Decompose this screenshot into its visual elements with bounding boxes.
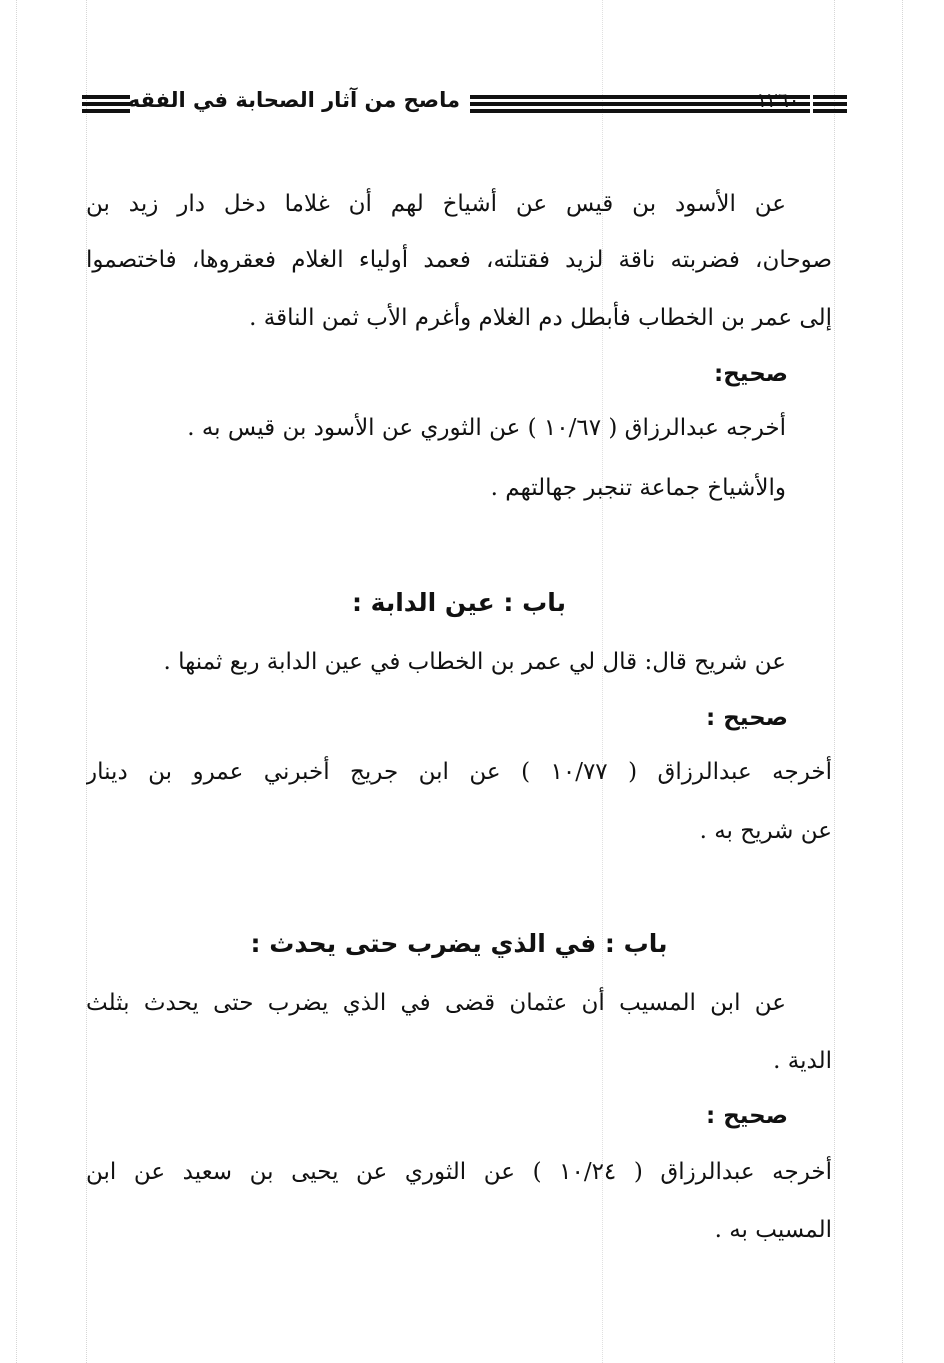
- narration-line: عن شريح قال: قال لي عمر بن الخطاب في عين الدابة ربع ثمنها .: [163, 649, 786, 675]
- page-header: [82, 88, 847, 118]
- header-rule-left: [82, 95, 130, 113]
- verdict-label: صحيح :: [706, 1103, 788, 1129]
- takhrij-line: والأشياخ جماعة تنجبر جهالتهم .: [490, 475, 786, 501]
- verdict-label: صحيح:: [714, 361, 788, 387]
- narration-line: إلى عمر بن الخطاب فأبطل دم الغلام وأغرم الأب ثمن الناقة .: [249, 305, 832, 331]
- narration-line: عن ابن المسيب أن عثمان قضى في الذي يضرب حتى يحدث بثلث: [86, 990, 786, 1016]
- scan-guide-line: [902, 0, 903, 1363]
- page-number: ١٢٦٠: [756, 88, 800, 112]
- takhrij-line: أخرجه عبدالرزاق ( ١٠/٦٧ ) عن الثوري عن الأسود بن قيس به .: [187, 415, 786, 441]
- narration-line: عن الأسود بن قيس عن أشياخ لهم أن غلاما دخل دار زيد بن: [86, 191, 786, 217]
- takhrij-line: أخرجه عبدالرزاق ( ١٠/٢٤ ) عن الثوري عن يحيى بن سعيد عن ابن: [86, 1159, 832, 1185]
- scan-guide-line: [834, 0, 835, 1363]
- narration-line: صوحان، فضربته ناقة لزيد فقتلته، فعمد أولياء الغلام فعقروها، فاختصموا: [86, 247, 832, 273]
- narration-line: الدية .: [773, 1048, 832, 1074]
- chapter-heading: باب : عين الدابة :: [351, 588, 566, 617]
- takhrij-line: المسيب به .: [714, 1217, 832, 1243]
- running-title: ماصح من آثار الصحابة في الفقه: [127, 88, 460, 112]
- chapter-heading: باب : في الذي يضرب حتى يحدث :: [250, 929, 668, 958]
- verdict-label: صحيح :: [706, 705, 788, 731]
- header-rule-right: [813, 95, 847, 113]
- takhrij-line: أخرجه عبدالرزاق ( ١٠/٧٧ ) عن ابن جريج أخبرني عمرو بن دينار: [86, 759, 832, 785]
- scan-guide-line: [16, 0, 17, 1363]
- takhrij-line: عن شريح به .: [699, 818, 832, 844]
